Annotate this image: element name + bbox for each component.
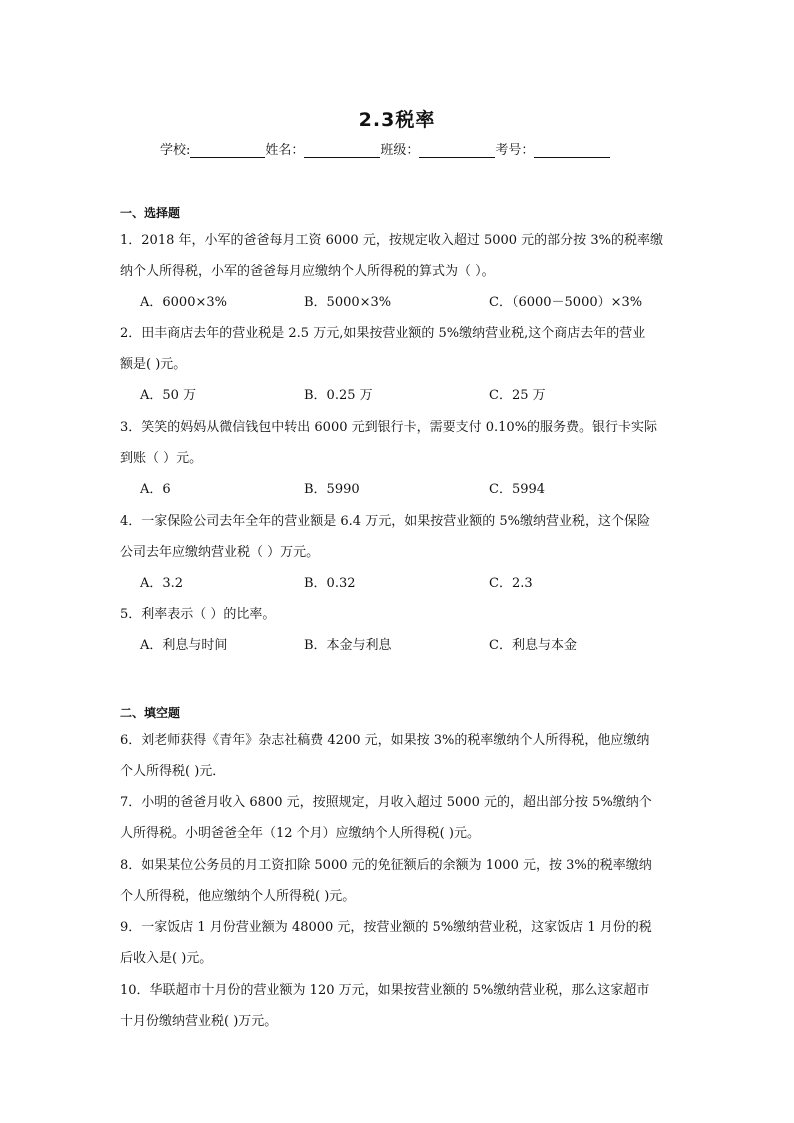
question-6-line-2: 个人所得税( )元． — [120, 764, 226, 779]
student-info-row — [160, 139, 610, 158]
school-blank[interactable] — [190, 143, 265, 158]
option-b[interactable]: B．0.32 — [304, 576, 356, 591]
question-6-line-1: 6．刘老师获得《青年》杂志社稿费 4200 元，如果按 3%的税率缴纳个人所得税，他应缴纳 — [120, 733, 650, 748]
question-3-line-1: 3．笑笑的妈妈从微信钱包中转出 6000 元到银行卡，需要支付 0.10%的服务费。银行卡实际 — [120, 420, 658, 435]
page-title: 2.3税率 — [358, 109, 436, 131]
option-c[interactable]: C．5994 — [489, 482, 546, 497]
option-a[interactable]: A．利息与时间 — [140, 638, 228, 653]
option-b[interactable]: B．0.25 万 — [304, 388, 373, 403]
option-c[interactable]: C．25 万 — [489, 388, 546, 403]
option-b[interactable]: B．5000×3% — [304, 295, 392, 310]
option-c[interactable]: C．2.3 — [489, 576, 533, 591]
class-blank[interactable] — [419, 143, 495, 158]
question-9-line-1: 9．一家饭店 1 月份营业额为 48000 元，按营业额的 5%缴纳营业税，这家饭店 1 月份的税 — [120, 920, 652, 935]
question-9-line-2: 后收入是( )元。 — [120, 951, 213, 966]
question-2-line-2: 额是( )元。 — [120, 357, 187, 372]
option-a[interactable]: A．6000×3% — [140, 295, 227, 310]
option-a[interactable]: A．6 — [140, 482, 171, 497]
name-label: 姓名： — [265, 143, 305, 158]
question-8-line-2: 个人所得税，他应缴纳个人所得税( )元。 — [120, 889, 356, 904]
school-label: 学校: — [160, 143, 191, 158]
option-b[interactable]: B．5990 — [304, 482, 360, 497]
class-label: 班级： — [380, 143, 420, 158]
option-a[interactable]: A．3.2 — [140, 576, 184, 591]
question-1-line-2: 纳个人所得税，小军的爸爸每月应缴纳个人所得税的算式为（ ）。 — [120, 264, 495, 279]
question-1-line-1: 1．2018 年，小军的爸爸每月工资 6000 元，按规定收入超过 5000 元的部分按 3%的税率缴 — [120, 233, 663, 248]
question-10-line-2: 十月份缴纳营业税( )万元。 — [120, 1014, 278, 1029]
question-5-line-1: 5．利率表示（ ）的比率。 — [120, 607, 276, 622]
option-b[interactable]: B．本金与利息 — [304, 638, 392, 653]
exam-number-label: 考号： — [495, 143, 535, 158]
option-c[interactable]: C．（6000－5000）×3% — [489, 295, 643, 310]
question-4-line-2: 公司去年应缴纳营业税（ ）万元。 — [120, 545, 320, 560]
option-a[interactable]: A．50 万 — [140, 388, 197, 403]
question-8-line-1: 8．如果某位公务员的月工资扣除 5000 元的免征额后的余额为 1000 元，按 3%的税率缴纳 — [120, 858, 652, 873]
name-blank[interactable] — [304, 143, 380, 158]
section-heading-fill: 二、填空题 — [120, 706, 181, 720]
option-c[interactable]: C．利息与本金 — [489, 638, 577, 653]
question-2-line-1: 2．田丰商店去年的营业税是 2.5 万元,如果按营业额的 5%缴纳营业税,这个商店去年的营业 — [120, 326, 646, 341]
question-4-line-1: 4．一家保险公司去年全年的营业额是 6.4 万元，如果按营业额的 5%缴纳营业税，这个保险 — [120, 514, 650, 529]
question-7-line-2: 人所得税。小明爸爸全年（12 个月）应缴纳个人所得税( )元。 — [120, 826, 480, 841]
section-heading-choice: 一、选择题 — [120, 206, 181, 220]
question-3-line-2: 到账（ ）元。 — [120, 451, 203, 466]
question-7-line-1: 7．小明的爸爸月收入 6800 元，按照规定，月收入超过 5000 元的，超出部分按 5%缴纳个 — [120, 795, 652, 810]
exam-number-blank[interactable] — [534, 143, 610, 158]
question-10-line-1: 10．华联超市十月份的营业额为 120 万元，如果按营业额的 5%缴纳营业税，那么这家超市 — [120, 983, 650, 998]
